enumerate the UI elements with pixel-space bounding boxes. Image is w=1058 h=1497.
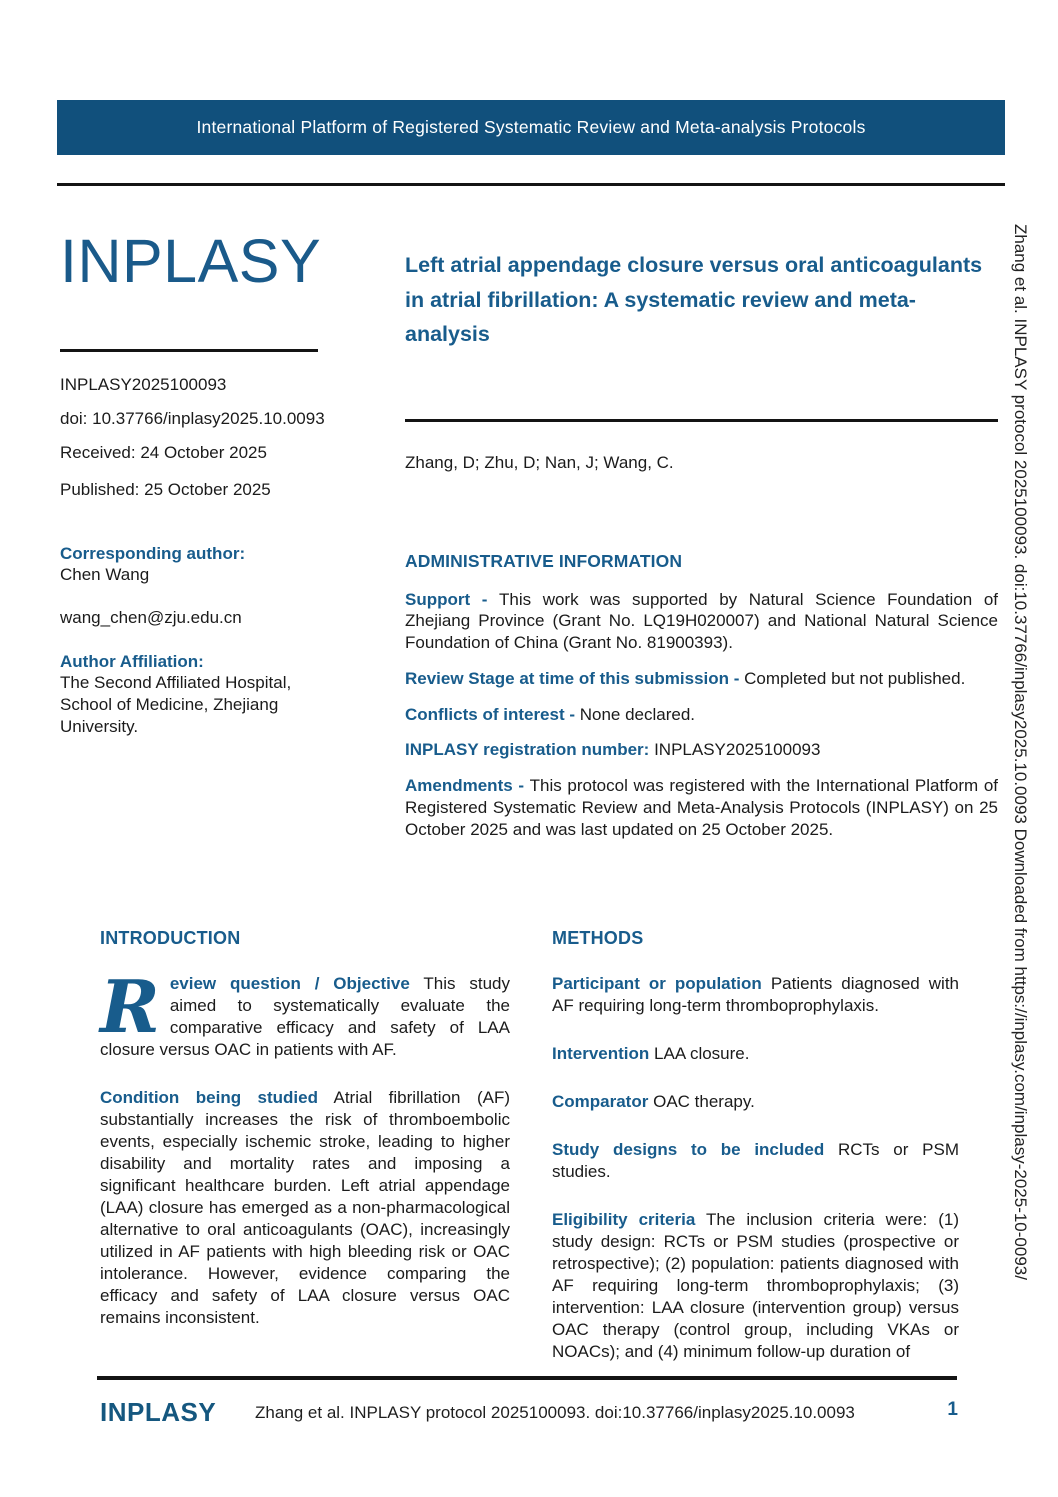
methods-section xyxy=(552,928,959,1363)
affiliation-label: Author Affiliation: xyxy=(60,652,204,671)
methods-text: OAC therapy. xyxy=(653,1092,755,1111)
condition-label: Condition being studied xyxy=(100,1088,318,1107)
affiliation-text: The Second Affiliated Hospital, School of Medicine, Zhejiang University. xyxy=(60,673,292,736)
methods-text: The inclusion criteria were: (1) study design: RCTs or PSM studies (prospective or retrospective); (2) population: patients diagnosed with AF requiring long-term thromboprophylaxis; (3) intervention: LAA closure (intervention group) versus OAC therapy (control group, including VKAs or NOACs); and (4) minimum follow-up duration of xyxy=(552,1210,959,1361)
received-line: Received: 24 October 2025 xyxy=(60,443,267,462)
doi-line: doi: 10.37766/inplasy2025.10.0093 xyxy=(60,409,325,428)
admin-item-support: Support - This work was supported by Natural Science Foundation of Zhejiang Province (Grant No. LQ19H020007) and National Natural Science Foundation of China (Grant No. 81900393). xyxy=(405,589,999,653)
admin-heading: ADMINISTRATIVE INFORMATION xyxy=(405,550,683,571)
methods-heading: METHODS xyxy=(552,928,644,948)
admin-item-amendments: Amendments - This protocol was registered with the International Platform of Registered Systematic Review and Meta-Analysis Protocols (INPLASY) on 25 October 2025 and was last updated on 25 October 2025. xyxy=(405,776,999,839)
masthead-left xyxy=(60,228,345,738)
admin-label: INPLASY registration number: xyxy=(405,740,650,760)
corresponding-author-name: Chen Wang xyxy=(60,565,150,584)
banner-text: International Platform of Registered Systematic Review and Meta-analysis Protocols xyxy=(196,117,866,137)
inplasy-logo: INPLASY xyxy=(60,227,322,295)
admin-text: This protocol was registered with the International Platform of Registered Systematic Review and Meta-Analysis Protocols (INPLASY) on 25 October 2025 and was last updated on 25 October 2025. xyxy=(405,776,999,839)
masthead-right xyxy=(405,248,998,841)
banner xyxy=(57,100,1005,155)
corresponding-author-label: Corresponding author: xyxy=(60,544,246,563)
admin-text: This work was supported by Natural Science Foundation of Zhejiang Province (Grant No. LQ19H020007) and National Natural Science Foundation of China (Grant No. 81900393). xyxy=(405,589,999,653)
admin-text: INPLASY2025100093 xyxy=(654,740,821,760)
published-line: Published: 25 October 2025 xyxy=(60,480,271,499)
methods-text: RCTs or PSM studies. xyxy=(552,1140,959,1181)
registration-id: INPLASY2025100093 xyxy=(60,375,227,394)
footer-divider xyxy=(97,1376,957,1380)
logo-divider xyxy=(60,349,318,352)
methods-item-participant xyxy=(552,973,959,1017)
condition-text: Atrial fibrillation (AF) substantially increases the risk of thromboembolic events, especially ischemic stroke, leading to higher disability and mortality rates and imposing a significant healthcare burden. Left atrial appendage (LAA) closure has emerged as a non-pharmacological alternative to oral anticoagulants (OAC), increasingly utilized in AF patients with high bleeding risk or OAC intolerance. However, evidence comparing the efficacy and safety of LAA closure versus OAC remains inconsistent. xyxy=(100,1088,510,1327)
admin-item-conflicts: Conflicts of interest - None declared. xyxy=(405,704,696,724)
methods-label: Participant or population xyxy=(552,974,762,993)
methods-label: Intervention xyxy=(552,1044,650,1063)
methods-label: Study designs to be included xyxy=(552,1140,825,1159)
admin-text: Completed but not published. xyxy=(744,668,966,688)
dropcap-r: R xyxy=(100,964,160,1049)
article-authors: Zhang, D; Zhu, D; Nan, J; Wang, C. xyxy=(405,452,674,472)
admin-item-registration-number xyxy=(405,739,998,761)
admin-label: Review Stage at time of this submission xyxy=(405,668,730,688)
condition-paragraph xyxy=(100,1087,510,1329)
title-divider xyxy=(405,419,998,422)
methods-label: Eligibility criteria xyxy=(552,1210,696,1229)
methods-text: Patients diagnosed with AF requiring long-term thromboprophylaxis. xyxy=(552,974,960,1015)
review-question-text: This study aimed to systematically evaluate the comparative efficacy and safety of LAA closure versus OAC in patients with AF. xyxy=(100,974,510,1059)
methods-item-eligibility xyxy=(552,1209,959,1363)
methods-text: LAA closure. xyxy=(654,1044,750,1063)
review-question-paragraph xyxy=(100,964,510,1061)
methods-item-intervention xyxy=(552,1043,959,1065)
methods-item-study-designs xyxy=(552,1139,959,1183)
article-title: Left atrial appendage closure versus oral anticoagulants in atrial fibrillation: A systematic review and meta-analysis xyxy=(405,253,983,346)
review-question-label: eview question / Objective xyxy=(169,974,410,993)
admin-label: Conflicts of interest xyxy=(405,704,565,724)
introduction-section xyxy=(100,928,510,1329)
admin-item-review-stage: Review Stage at time of this submission - Completed but not published. xyxy=(405,668,966,688)
corresponding-author-email[interactable]: wang_chen@zju.edu.cn xyxy=(60,608,242,627)
methods-item-comparator xyxy=(552,1091,959,1113)
footer-inplasy-logo: INPLASY xyxy=(100,1397,217,1427)
footer-page-number: 1 xyxy=(947,1399,958,1420)
introduction-heading: INTRODUCTION xyxy=(100,928,241,948)
admin-label: Amendments xyxy=(405,776,513,796)
side-citation: Zhang et al. INPLASY protocol 2025100093. doi:10.37766/inplasy2025.10.0093 Downloaded from https://inplasy.com/inplasy-2025-10-0093/ xyxy=(1011,224,1030,1280)
admin-text: None declared. xyxy=(579,704,696,724)
top-divider xyxy=(57,183,1005,186)
admin-label: Support xyxy=(405,589,471,609)
methods-label: Comparator xyxy=(552,1092,649,1111)
footer-citation: Zhang et al. INPLASY protocol 2025100093. doi:10.37766/inplasy2025.10.0093 xyxy=(255,1403,855,1422)
